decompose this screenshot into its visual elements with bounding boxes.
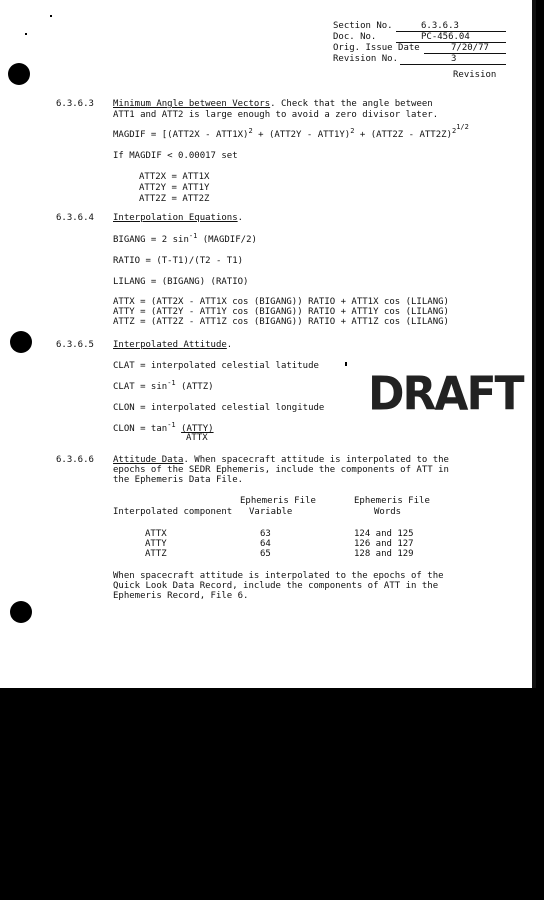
fraction-denominator: ATTX [186,433,208,443]
issue-value: 7/20/77 [451,43,489,53]
atty-equation: ATTY = (ATT2Y - ATT1Y cos (BIGANG)) RATIO + ATT1Y cos (LILANG) [113,307,449,317]
condition-line: If MAGDIF < 0.00017 set [113,151,238,161]
column-header: Ephemeris File [240,496,316,506]
column-header: Ephemeris File [354,496,430,506]
section-number: 6.3.6.6 [56,455,94,465]
magdif-equation [113,123,469,141]
clon-definition: CLON = interpolated celestial longitude [113,403,325,413]
section-title: Interpolated Attitude [113,340,227,350]
exponent: 2 [350,127,355,135]
section-number: 6.3.6.3 [56,99,94,109]
paragraph-line: Quick Look Data Record, include the components of ATT in the [113,581,439,591]
draft-stamp: DRAFT [368,367,523,422]
column-header: Words [374,507,402,517]
table-cell: ATTY [145,539,167,549]
attx-equation: ATTX = (ATT2X - ATT1X cos (BIGANG)) RATIO + ATT1X cos (LILANG) [113,297,449,307]
equation-part: MAGDIF = [(ATT2X - ATT1X) [113,130,249,140]
speck [50,15,52,17]
paragraph-text: . When spacecraft attitude is interpolated to the [183,455,449,465]
assignment-line: ATT2Y = ATT1Y [139,183,210,193]
exponent: -1 [167,379,176,387]
lilang-equation: LILANG = (BIGANG) (RATIO) [113,277,249,287]
section-number: 6.3.6.5 [56,340,94,350]
equation-part: (MAGDIF/2) [197,235,257,245]
equation-part: BIGANG = 2 sin [113,235,189,245]
equation-part: CLAT = sin [113,382,168,392]
equation-part: + (ATT2Z - ATT2Z) [354,130,452,140]
table-cell: 126 and 127 [354,539,414,549]
punch-hole-middle [10,331,32,353]
section-value: 6.3.6.3 [421,21,459,31]
rule [424,53,506,54]
table-cell: 65 [260,549,271,559]
section-label: Section No. [333,21,393,31]
paragraph-line: Ephemeris Record, File 6. [113,591,249,601]
table-cell: 64 [260,539,271,549]
revision-label: Revision No. [333,54,399,64]
attz-equation: ATTZ = (ATT2Z - ATT1Z cos (BIGANG)) RATIO + ATT1Z cos (LILANG) [113,317,449,327]
revision-value: 3 [451,54,457,64]
column-header: Interpolated component [113,507,233,517]
issue-label: Orig. Issue Date [333,43,420,53]
exponent: 1/2 [456,123,469,131]
exponent: 2 [452,127,457,135]
paragraph-line: When spacecraft attitude is interpolated to the epochs of the [113,571,444,581]
rule [400,64,506,65]
table-cell: ATTZ [145,549,167,559]
exponent: 2 [248,127,253,135]
exponent: -1 [167,421,176,429]
exponent: -1 [188,232,198,240]
paragraph-text: . Check that the angle between [270,99,433,109]
revision-caption: Revision [453,70,497,80]
equation-part: CLON = tan [113,424,168,434]
ratio-equation: RATIO = (T-T1)/(T2 - T1) [113,256,244,266]
paragraph-line: ATT1 and ATT2 is large enough to avoid a zero divisor later. [113,110,439,120]
column-header: Variable [249,507,293,517]
paragraph-line: epochs of the SEDR Ephemeris, include the components of ATT in [113,465,449,475]
table-cell: 124 and 125 [354,529,414,539]
section-title-line: Interpolated Attitude. [113,340,233,350]
assignment-line: ATT2X = ATT1X [139,172,210,182]
paragraph-line [113,99,433,110]
punch-hole-top [8,63,30,85]
clat-equation [113,379,214,393]
section-title: Interpolation Equations [113,213,238,223]
table-cell: ATTX [145,529,167,539]
ephemeris-table [113,496,443,562]
equation-part: (ATTZ) [175,382,214,392]
table-cell: 128 and 129 [354,549,414,559]
section-title: Minimum Angle between Vectors [113,99,271,109]
fraction-numerator: (ATTY) [181,424,214,434]
bigang-equation [113,232,257,246]
speck [345,362,347,366]
paragraph-line: the Ephemeris Data File. [113,475,244,485]
section-title-line: Interpolation Equations. [113,213,244,223]
doc-label: Doc. No. [333,32,377,42]
section-number: 6.3.6.4 [56,213,94,223]
page-edge [532,0,536,688]
doc-value: PC-456.04 [421,32,470,42]
table-cell: 63 [260,529,271,539]
section-title: Attitude Data [113,455,184,465]
equation-part: + (ATT2Y - ATT1Y) [252,130,351,140]
assignment-line: ATT2Z = ATT2Z [139,194,210,204]
speck [25,33,27,35]
clat-definition: CLAT = interpolated celestial latitude [113,361,319,371]
punch-hole-bottom [10,601,32,623]
